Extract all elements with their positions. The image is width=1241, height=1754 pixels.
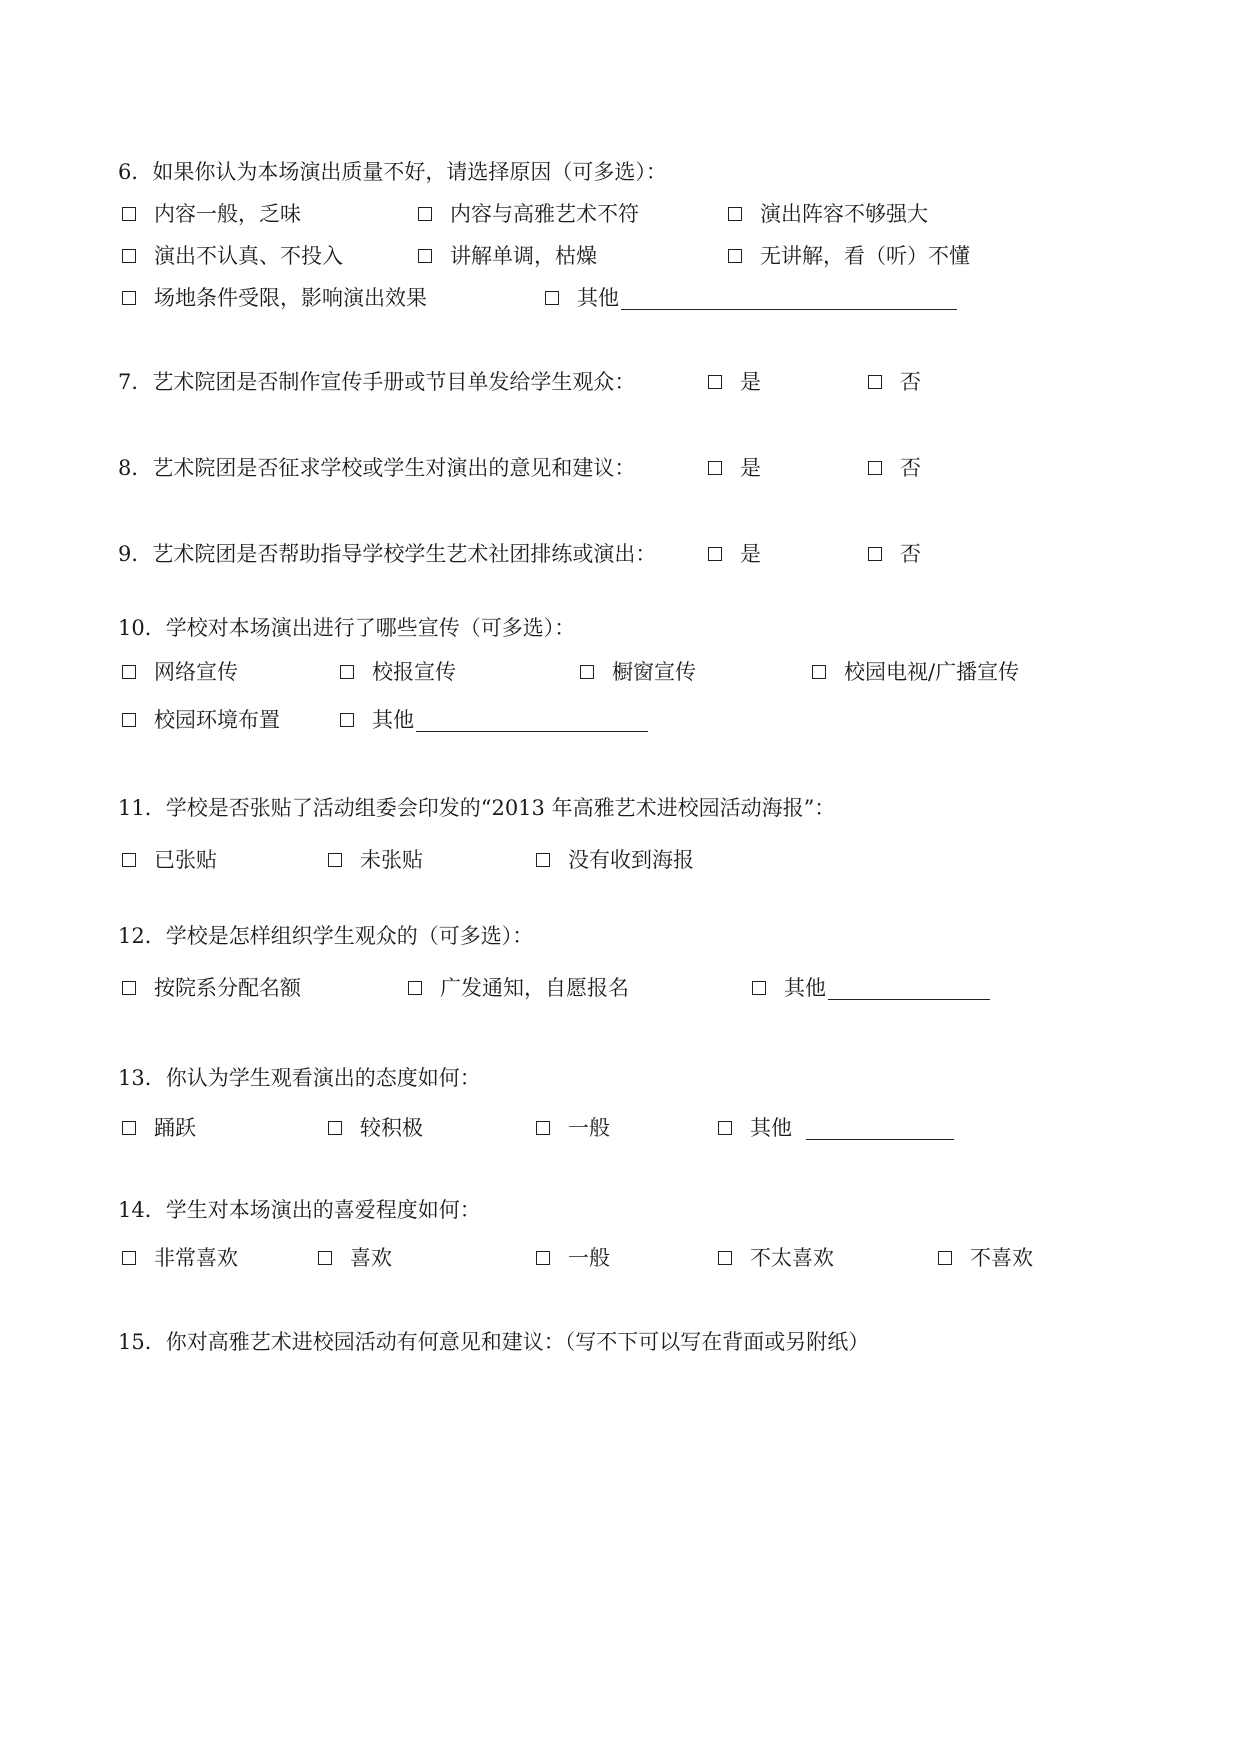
q10-option-4[interactable] xyxy=(812,658,1019,686)
question-9-text: 9．艺术院团是否帮助指导学校学生艺术社团排练或演出： xyxy=(118,542,657,566)
other-fill-line[interactable] xyxy=(416,709,648,732)
checkbox[interactable] xyxy=(580,665,594,679)
checkbox[interactable] xyxy=(718,1121,732,1135)
option-label: 按院系分配名额 xyxy=(154,976,301,1000)
q9-option-yes[interactable] xyxy=(708,540,761,568)
checkbox[interactable] xyxy=(122,1251,136,1265)
question-7-text: 7．艺术院团是否制作宣传手册或节目单发给学生观众： xyxy=(118,370,636,394)
checkbox[interactable] xyxy=(122,1121,136,1135)
checkbox[interactable] xyxy=(418,207,432,221)
option-label: 否 xyxy=(900,370,921,394)
q7-option-yes[interactable] xyxy=(708,368,761,396)
option-label: 网络宣传 xyxy=(154,660,238,684)
checkbox[interactable] xyxy=(718,1251,732,1265)
other-fill-line[interactable] xyxy=(806,1117,954,1140)
question-15-text: 15．你对高雅艺术进校园活动有何意见和建议：（写不下可以写在背面或另附纸） xyxy=(118,1330,870,1354)
option-label: 不喜欢 xyxy=(970,1246,1033,1270)
q12-option-1[interactable] xyxy=(122,974,301,1002)
q14-option-2[interactable] xyxy=(318,1244,392,1272)
q14-option-4[interactable] xyxy=(718,1244,834,1272)
option-label: 讲解单调，枯燥 xyxy=(450,244,597,268)
option-label: 橱窗宣传 xyxy=(612,660,696,684)
checkbox[interactable] xyxy=(408,981,422,995)
option-label: 否 xyxy=(900,542,921,566)
q15-answer-area[interactable] xyxy=(118,1370,1118,1670)
option-label: 一般 xyxy=(568,1116,610,1140)
q6-option-2[interactable] xyxy=(418,200,639,228)
question-13-text: 13．你认为学生观看演出的态度如何： xyxy=(118,1066,481,1090)
option-label: 广发通知，自愿报名 xyxy=(440,976,629,1000)
checkbox[interactable] xyxy=(122,713,136,727)
checkbox[interactable] xyxy=(728,207,742,221)
q13-option-other[interactable] xyxy=(718,1114,954,1142)
checkbox[interactable] xyxy=(418,249,432,263)
q12-option-other[interactable] xyxy=(752,974,990,1002)
option-label: 校报宣传 xyxy=(372,660,456,684)
checkbox[interactable] xyxy=(868,461,882,475)
option-label: 踊跃 xyxy=(154,1116,196,1140)
question-14-text: 14．学生对本场演出的喜爱程度如何： xyxy=(118,1198,481,1222)
option-label: 其他 xyxy=(577,286,619,310)
checkbox[interactable] xyxy=(708,461,722,475)
q6-option-7[interactable] xyxy=(122,284,427,312)
option-label: 非常喜欢 xyxy=(154,1246,238,1270)
q10-option-other[interactable] xyxy=(340,706,648,734)
checkbox[interactable] xyxy=(328,1121,342,1135)
option-label: 其他 xyxy=(372,708,414,732)
option-label: 演出阵容不够强大 xyxy=(760,202,928,226)
q14-option-5[interactable] xyxy=(938,1244,1033,1272)
q11-option-2[interactable] xyxy=(328,846,423,874)
q8-option-no[interactable] xyxy=(868,454,921,482)
q12-option-2[interactable] xyxy=(408,974,629,1002)
q11-option-3[interactable] xyxy=(536,846,694,874)
q9-option-no[interactable] xyxy=(868,540,921,568)
checkbox[interactable] xyxy=(122,291,136,305)
option-label: 场地条件受限，影响演出效果 xyxy=(154,286,427,310)
q14-option-1[interactable] xyxy=(122,1244,238,1272)
q6-option-5[interactable] xyxy=(418,242,597,270)
checkbox[interactable] xyxy=(536,853,550,867)
checkbox[interactable] xyxy=(122,207,136,221)
checkbox[interactable] xyxy=(536,1121,550,1135)
option-label: 内容与高雅艺术不符 xyxy=(450,202,639,226)
checkbox[interactable] xyxy=(545,291,559,305)
q10-option-2[interactable] xyxy=(340,658,456,686)
other-fill-line[interactable] xyxy=(828,977,990,1000)
option-label: 没有收到海报 xyxy=(568,848,694,872)
question-12-text: 12．学校是怎样组织学生观众的（可多选）： xyxy=(118,924,534,948)
checkbox[interactable] xyxy=(122,249,136,263)
checkbox[interactable] xyxy=(340,713,354,727)
q7-option-no[interactable] xyxy=(868,368,921,396)
option-label: 演出不认真、不投入 xyxy=(154,244,343,268)
q10-option-1[interactable] xyxy=(122,658,238,686)
option-label: 不太喜欢 xyxy=(750,1246,834,1270)
q13-option-2[interactable] xyxy=(328,1114,423,1142)
option-label: 其他 xyxy=(750,1116,792,1140)
option-label: 校园电视/广播宣传 xyxy=(844,660,1020,684)
q6-option-6[interactable] xyxy=(728,242,970,270)
checkbox[interactable] xyxy=(122,665,136,679)
checkbox[interactable] xyxy=(752,981,766,995)
question-11-text: 11．学校是否张贴了活动组委会印发的“2013 年高雅艺术进校园活动海报”： xyxy=(118,796,836,820)
q14-option-3[interactable] xyxy=(536,1244,610,1272)
q11-option-1[interactable] xyxy=(122,846,217,874)
checkbox[interactable] xyxy=(868,375,882,389)
q10-option-5[interactable] xyxy=(122,706,280,734)
q10-option-3[interactable] xyxy=(580,658,696,686)
q6-option-4[interactable] xyxy=(122,242,343,270)
checkbox[interactable] xyxy=(122,853,136,867)
question-6-text: 6．如果你认为本场演出质量不好，请选择原因（可多选）： xyxy=(118,160,667,184)
q13-option-3[interactable] xyxy=(536,1114,610,1142)
checkbox[interactable] xyxy=(122,981,136,995)
checkbox[interactable] xyxy=(328,853,342,867)
checkbox[interactable] xyxy=(340,665,354,679)
checkbox[interactable] xyxy=(728,249,742,263)
option-label: 一般 xyxy=(568,1246,610,1270)
q6-option-1[interactable] xyxy=(122,200,301,228)
q6-option-3[interactable] xyxy=(728,200,928,228)
option-label: 内容一般，乏味 xyxy=(154,202,301,226)
question-8-text: 8．艺术院团是否征求学校或学生对演出的意见和建议： xyxy=(118,456,636,480)
option-label: 无讲解，看（听）不懂 xyxy=(760,244,970,268)
option-label: 未张贴 xyxy=(360,848,423,872)
checkbox[interactable] xyxy=(536,1251,550,1265)
option-label: 其他 xyxy=(784,976,826,1000)
q13-option-1[interactable] xyxy=(122,1114,196,1142)
checkbox[interactable] xyxy=(868,547,882,561)
q8-option-yes[interactable] xyxy=(708,454,761,482)
checkbox[interactable] xyxy=(708,375,722,389)
option-label: 喜欢 xyxy=(350,1246,392,1270)
checkbox[interactable] xyxy=(708,547,722,561)
other-fill-line[interactable] xyxy=(621,287,957,310)
option-label: 是 xyxy=(740,542,761,566)
option-label: 否 xyxy=(900,456,921,480)
question-10-text: 10．学校对本场演出进行了哪些宣传（可多选）： xyxy=(118,616,576,640)
option-label: 是 xyxy=(740,456,761,480)
checkbox[interactable] xyxy=(938,1251,952,1265)
option-label: 校园环境布置 xyxy=(154,708,280,732)
q6-option-other[interactable] xyxy=(545,284,957,312)
option-label: 较积极 xyxy=(360,1116,423,1140)
option-label: 是 xyxy=(740,370,761,394)
checkbox[interactable] xyxy=(318,1251,332,1265)
option-label: 已张贴 xyxy=(154,848,217,872)
checkbox[interactable] xyxy=(812,665,826,679)
